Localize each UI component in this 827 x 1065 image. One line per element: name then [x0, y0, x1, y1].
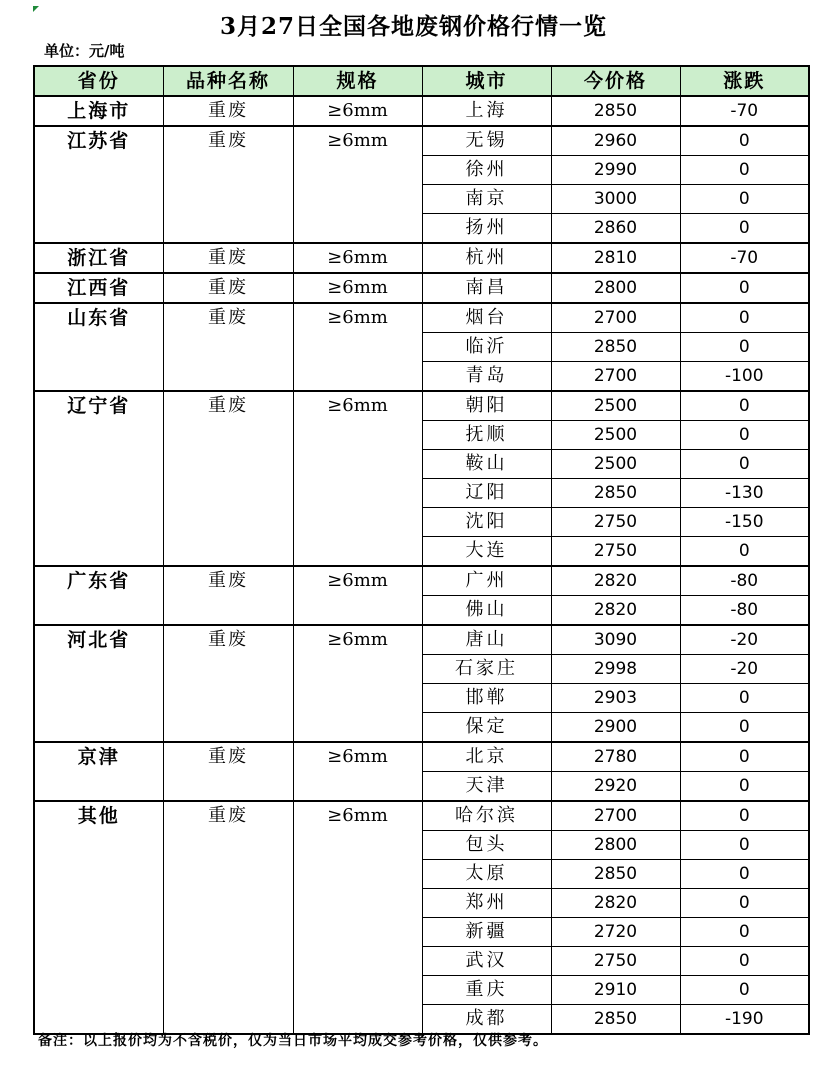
- cell-city: 南京: [422, 185, 551, 214]
- cell-category: 重废: [163, 625, 293, 742]
- table-row: [34, 391, 809, 421]
- cell-city: 太原: [422, 860, 551, 889]
- cell-spec: ≥6mm: [293, 801, 422, 1034]
- table-row: [34, 566, 809, 596]
- table-row: [34, 273, 809, 303]
- cell-city: 新疆: [422, 918, 551, 947]
- unit-label: 单位：元/吨: [44, 42, 125, 60]
- price-table: [33, 65, 810, 1035]
- cell-city: 邯郸: [422, 684, 551, 713]
- cell-price: 2750: [551, 537, 680, 567]
- cell-category: 重废: [163, 126, 293, 243]
- cell-price: 2800: [551, 831, 680, 860]
- cell-change: -100: [680, 362, 809, 392]
- cell-change: 0: [680, 273, 809, 303]
- cell-price: 2860: [551, 214, 680, 244]
- cell-price: 2850: [551, 96, 680, 126]
- cell-city: 佛山: [422, 596, 551, 626]
- cell-price: 2700: [551, 303, 680, 333]
- cell-city: 临沂: [422, 333, 551, 362]
- cell-change: 0: [680, 391, 809, 421]
- cell-change: 0: [680, 889, 809, 918]
- cell-change: 0: [680, 831, 809, 860]
- cell-province: 京津: [34, 742, 163, 801]
- cell-province: 上海市: [34, 96, 163, 126]
- cell-change: 0: [680, 947, 809, 976]
- cell-city: 天津: [422, 772, 551, 802]
- cell-change: 0: [680, 156, 809, 185]
- cell-change: 0: [680, 185, 809, 214]
- cell-price: 2700: [551, 362, 680, 392]
- cell-spec: ≥6mm: [293, 391, 422, 566]
- cell-price: 2500: [551, 421, 680, 450]
- cell-change: -70: [680, 96, 809, 126]
- cell-price: 2920: [551, 772, 680, 802]
- cell-price: 2810: [551, 243, 680, 273]
- cell-city: 郑州: [422, 889, 551, 918]
- cell-price: 2750: [551, 508, 680, 537]
- cell-change: 0: [680, 684, 809, 713]
- table-row: [34, 801, 809, 831]
- cell-province: 江西省: [34, 273, 163, 303]
- header-spec: 规格: [293, 66, 422, 96]
- cell-change: -70: [680, 243, 809, 273]
- cell-change: 0: [680, 918, 809, 947]
- cell-city: 沈阳: [422, 508, 551, 537]
- cell-price: 2820: [551, 889, 680, 918]
- cell-province: 山东省: [34, 303, 163, 391]
- cell-city: 杭州: [422, 243, 551, 273]
- cell-change: 0: [680, 801, 809, 831]
- cell-city: 烟台: [422, 303, 551, 333]
- cell-price: 3000: [551, 185, 680, 214]
- cell-change: 0: [680, 333, 809, 362]
- cell-price: 2850: [551, 860, 680, 889]
- cell-price: 2850: [551, 333, 680, 362]
- header-city: 城市: [422, 66, 551, 96]
- cell-city: 扬州: [422, 214, 551, 244]
- cell-price: 2820: [551, 566, 680, 596]
- table-body: [34, 96, 809, 1034]
- cell-city: 大连: [422, 537, 551, 567]
- cell-price: 2500: [551, 450, 680, 479]
- page-title: 3月27日全国各地废钢价格行情一览: [219, 13, 607, 40]
- table-row: [34, 625, 809, 655]
- cell-category: 重废: [163, 96, 293, 126]
- table-row: [34, 742, 809, 772]
- cell-spec: ≥6mm: [293, 96, 422, 126]
- cell-category: 重废: [163, 801, 293, 1034]
- cell-category: 重废: [163, 303, 293, 391]
- cell-change: -20: [680, 655, 809, 684]
- cell-change: -130: [680, 479, 809, 508]
- cell-spec: ≥6mm: [293, 625, 422, 742]
- cell-category: 重废: [163, 742, 293, 801]
- header-province: 省份: [34, 66, 163, 96]
- cell-category: 重废: [163, 391, 293, 566]
- cell-city: 鞍山: [422, 450, 551, 479]
- header-change: 涨跌: [680, 66, 809, 96]
- cell-city: 唐山: [422, 625, 551, 655]
- cell-change: 0: [680, 713, 809, 743]
- header-price: 今价格: [551, 66, 680, 96]
- table-row: [34, 126, 809, 156]
- cell-change: -80: [680, 566, 809, 596]
- cell-price: 2750: [551, 947, 680, 976]
- cell-city: 重庆: [422, 976, 551, 1005]
- table-header-row: [34, 66, 809, 96]
- cell-price: 2960: [551, 126, 680, 156]
- cell-city: 保定: [422, 713, 551, 743]
- cell-spec: ≥6mm: [293, 566, 422, 625]
- cell-city: 辽阳: [422, 479, 551, 508]
- cell-province: 辽宁省: [34, 391, 163, 566]
- cell-spec: ≥6mm: [293, 126, 422, 243]
- cell-city: 包头: [422, 831, 551, 860]
- cell-province: 浙江省: [34, 243, 163, 273]
- cell-price: 2910: [551, 976, 680, 1005]
- cell-spec: ≥6mm: [293, 742, 422, 801]
- cell-city: 武汉: [422, 947, 551, 976]
- cell-change: 0: [680, 976, 809, 1005]
- cell-price: 2800: [551, 273, 680, 303]
- cell-city: 青岛: [422, 362, 551, 392]
- cell-city: 徐州: [422, 156, 551, 185]
- cell-province: 其他: [34, 801, 163, 1034]
- cell-province: 广东省: [34, 566, 163, 625]
- cell-spec: ≥6mm: [293, 303, 422, 391]
- cell-province: 河北省: [34, 625, 163, 742]
- cell-change: -80: [680, 596, 809, 626]
- cell-change: 0: [680, 214, 809, 244]
- cell-price: 3090: [551, 625, 680, 655]
- cell-category: 重废: [163, 566, 293, 625]
- cell-change: 0: [680, 303, 809, 333]
- cell-change: 0: [680, 860, 809, 889]
- cell-price: 2998: [551, 655, 680, 684]
- cell-change: 0: [680, 421, 809, 450]
- cell-city: 无锡: [422, 126, 551, 156]
- cell-change: 0: [680, 772, 809, 802]
- cell-price: 2990: [551, 156, 680, 185]
- cell-change: -190: [680, 1005, 809, 1035]
- cell-city: 哈尔滨: [422, 801, 551, 831]
- cell-category: 重废: [163, 273, 293, 303]
- cell-price: 2850: [551, 479, 680, 508]
- cell-price: 2850: [551, 1005, 680, 1035]
- cell-city: 北京: [422, 742, 551, 772]
- cell-price: 2780: [551, 742, 680, 772]
- cell-price: 2700: [551, 801, 680, 831]
- cell-price: 2903: [551, 684, 680, 713]
- table-row: [34, 243, 809, 273]
- cell-city: 广州: [422, 566, 551, 596]
- cell-price: 2820: [551, 596, 680, 626]
- cell-city: 朝阳: [422, 391, 551, 421]
- footnote: 备注：以上报价均为不含税价，仅为当日市场平均成交参考价格，仅供参考。: [38, 1033, 548, 1049]
- cell-province: 江苏省: [34, 126, 163, 243]
- cell-spec: ≥6mm: [293, 273, 422, 303]
- cell-city: 成都: [422, 1005, 551, 1035]
- cell-city: 石家庄: [422, 655, 551, 684]
- cell-change: 0: [680, 450, 809, 479]
- cell-city: 抚顺: [422, 421, 551, 450]
- cell-change: 0: [680, 126, 809, 156]
- cell-spec: ≥6mm: [293, 243, 422, 273]
- table-row: [34, 96, 809, 126]
- cell-change: 0: [680, 742, 809, 772]
- header-category: 品种名称: [163, 66, 293, 96]
- cell-change: 0: [680, 537, 809, 567]
- cell-price: 2500: [551, 391, 680, 421]
- cell-city: 上海: [422, 96, 551, 126]
- cell-change: -150: [680, 508, 809, 537]
- cell-category: 重废: [163, 243, 293, 273]
- cell-price: 2900: [551, 713, 680, 743]
- cell-price: 2720: [551, 918, 680, 947]
- table-row: [34, 303, 809, 333]
- cell-change: -20: [680, 625, 809, 655]
- cell-city: 南昌: [422, 273, 551, 303]
